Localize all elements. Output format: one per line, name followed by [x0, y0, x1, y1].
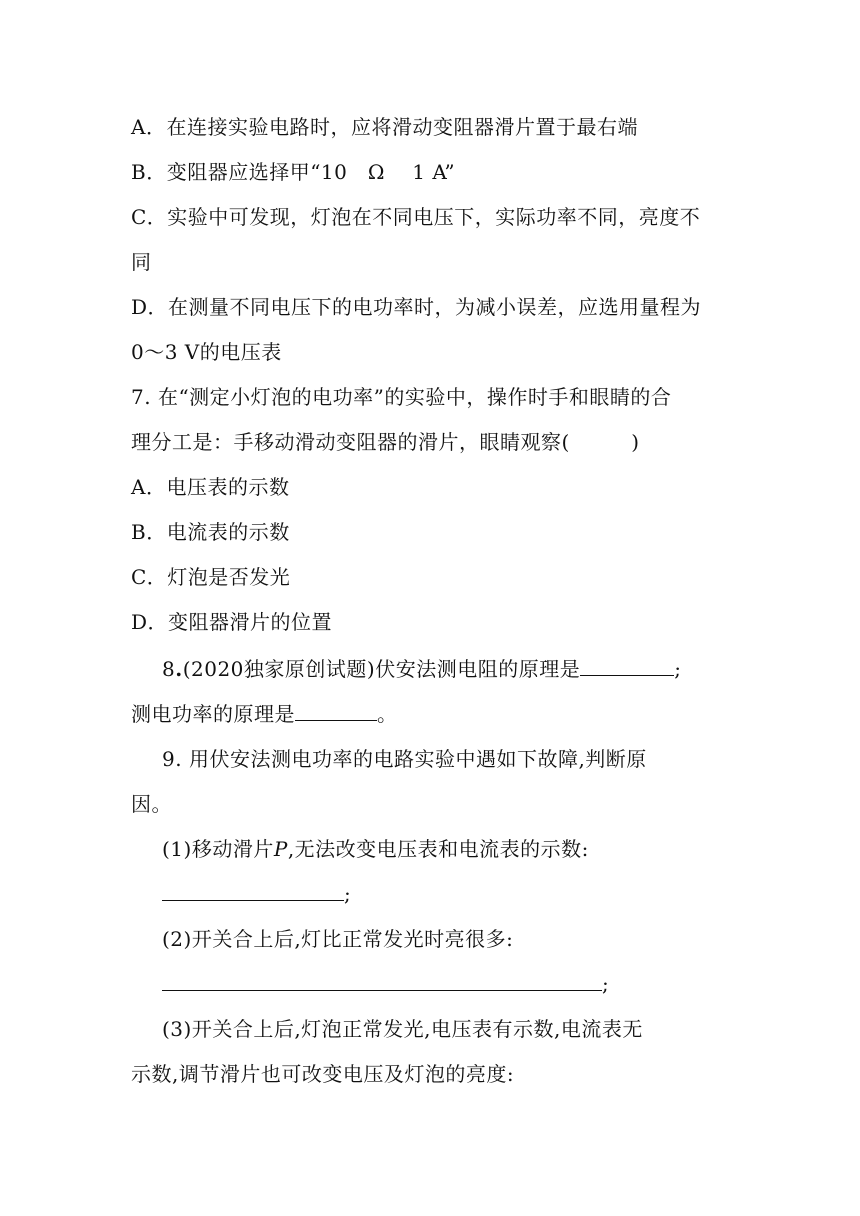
q9-part1-pre: (1)移动滑片 — [162, 837, 274, 861]
q6-option-c-line1: C．实验中可发现，灯泡在不同电压下，实际功率不同，亮度不 — [131, 205, 701, 229]
q9-part3-question-line2: 示数,调节滑片也可改变电压及灯泡的亮度: — [131, 1062, 515, 1086]
q8-period: 。 — [377, 702, 398, 726]
q6-option-d-line1: D．在测量不同电压下的电功率时，为减小误差，应选用量程为 — [131, 295, 702, 319]
q9-part2-semicolon: ; — [602, 972, 610, 996]
q9-part3-question-line1: (3)开关合上后,灯泡正常发光,电压表有示数,电流表无 — [162, 1017, 643, 1041]
q9-part1-variable: P — [273, 837, 288, 861]
q8-stem-line2 — [131, 700, 398, 728]
q9-stem-line1: 9. 用伏安法测电功率的电路实验中遇如下故障,判断原 — [162, 747, 647, 771]
q9-stem-line2: 因。 — [131, 792, 172, 816]
q7-option-c: C．灯泡是否发光 — [131, 565, 291, 589]
q9-part1-question — [162, 835, 589, 863]
q9-part1-semicolon: ; — [344, 882, 352, 906]
q9-part2-answer-blank[interactable] — [162, 970, 602, 991]
q8-stem-line1 — [162, 655, 681, 683]
q8-stem-text2: 测电功率的原理是 — [131, 702, 295, 726]
q9-part2-question: (2)开关合上后,灯比正常发光时亮很多: — [162, 927, 514, 951]
q9-part1-answer-line — [162, 880, 351, 908]
q8-number: 8 — [162, 657, 176, 681]
q6-option-c-line2: 同 — [131, 250, 152, 274]
q9-part1-post: ,无法改变电压表和电流表的示数: — [287, 837, 589, 861]
q8-answer-blank-1[interactable] — [580, 655, 674, 676]
q7-stem-line2: 理分工是：手移动滑动变阻器的滑片，眼睛观察( ) — [131, 430, 640, 454]
q8-stem-text1: (2020独家原创试题)伏安法测电阻的原理是 — [182, 657, 581, 681]
q6-option-a: A．在连接实验电路时，应将滑动变阻器滑片置于最右端 — [131, 115, 638, 139]
q9-part1-answer-blank[interactable] — [162, 880, 344, 901]
q8-dot: . — [175, 657, 183, 681]
q6-option-b: B．变阻器应选择甲“10 Ω 1 A” — [131, 160, 456, 184]
q7-option-a: A．电压表的示数 — [131, 475, 290, 499]
q9-part2-answer-line — [162, 970, 609, 998]
q7-option-b: B．电流表的示数 — [131, 520, 290, 544]
q6-option-d-line2: 0～3 V的电压表 — [131, 340, 282, 364]
q7-option-d: D．变阻器滑片的位置 — [131, 610, 333, 634]
q8-semicolon: ; — [674, 657, 682, 681]
q8-answer-blank-2[interactable] — [295, 700, 377, 721]
q7-stem-line1: 7. 在“测定小灯泡的电功率”的实验中，操作时手和眼睛的合 — [131, 385, 672, 409]
